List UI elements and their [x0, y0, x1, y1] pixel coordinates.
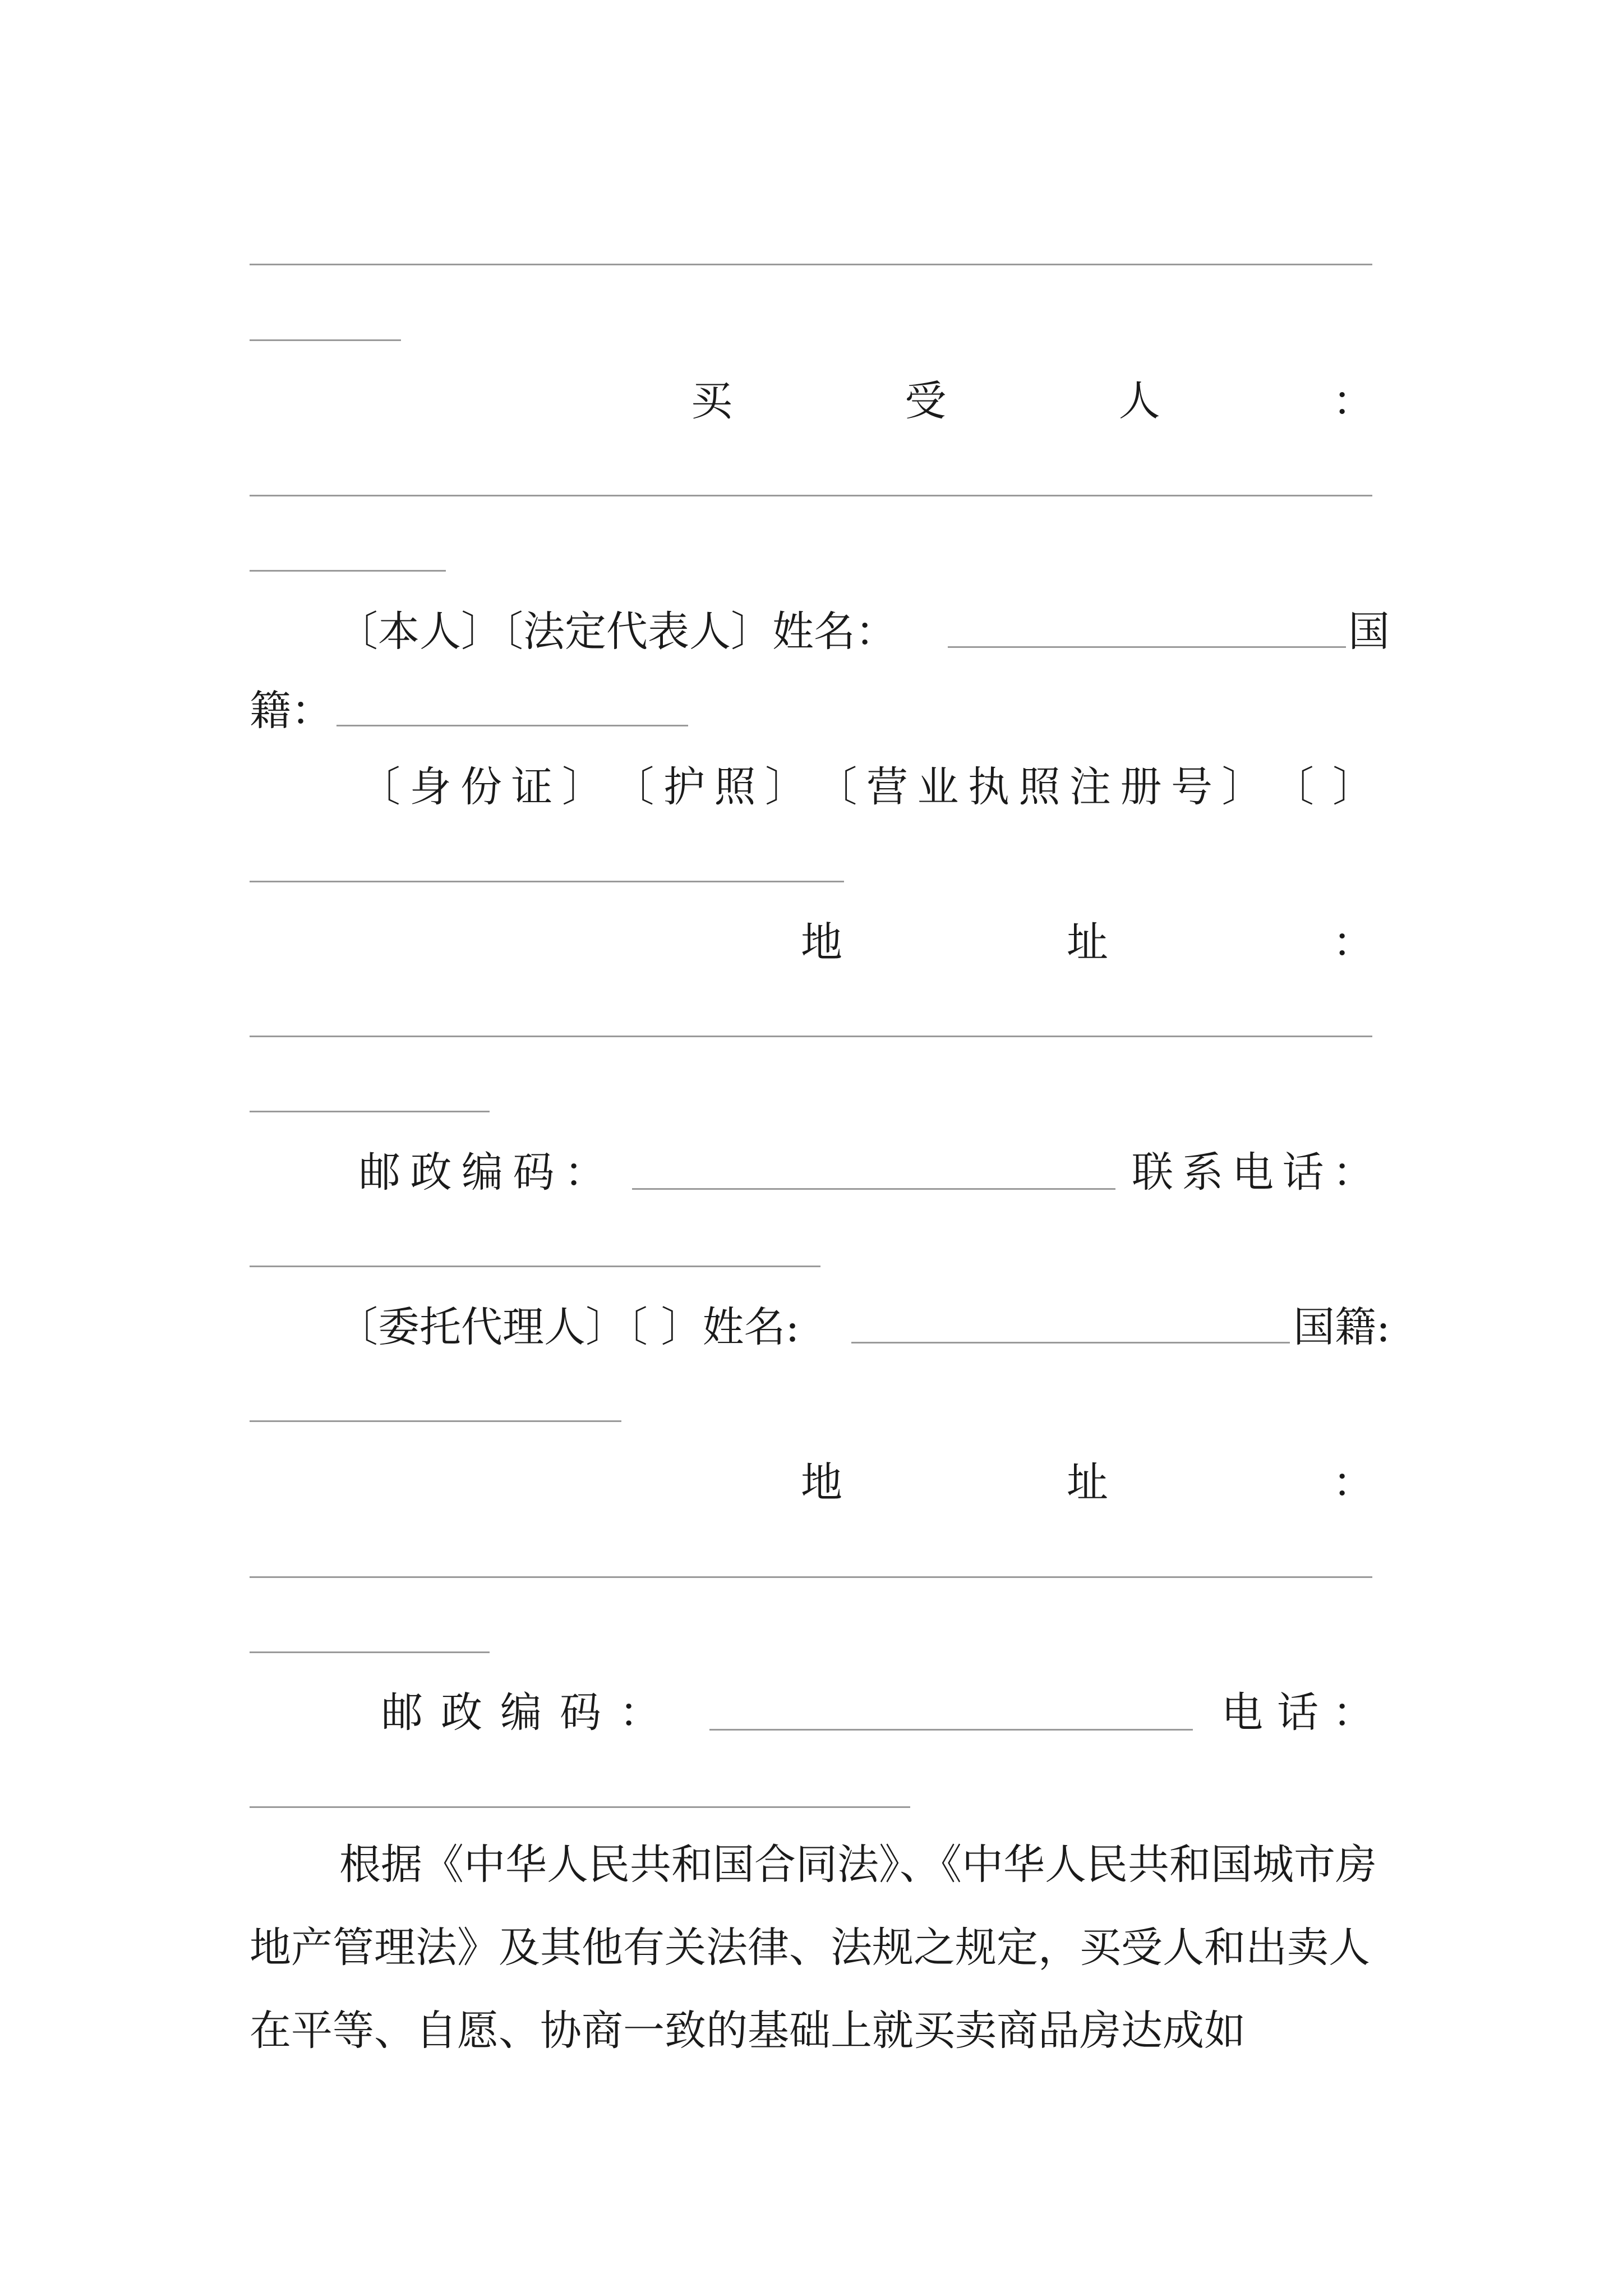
phone-char: ： [1332, 1688, 1374, 1737]
buyer-postal-label [359, 1144, 606, 1200]
postal-char: 编 [462, 1148, 503, 1197]
buyer-heading-char: 受 [905, 377, 947, 425]
buyer-nationality-label: 籍： [250, 687, 333, 735]
id-char: 〔 [815, 763, 857, 811]
phone-char: 话 [1282, 1148, 1324, 1197]
buyer-heading-char: 买 [691, 377, 732, 425]
id-char: 〕 [765, 763, 806, 811]
address-char: 址 [1067, 918, 1108, 967]
blank-line [250, 264, 1372, 265]
id-char: 号 [1171, 763, 1212, 811]
agent-name-label: 〔委托代理人〕〔 〕姓名: [336, 1303, 800, 1351]
buyer-heading [691, 373, 1374, 429]
body-paragraph-text: 根据《中华人民共和国合同法》、《中华人民共和国城市房地产管理法》及其他有关法律、法规之规定，买受人和出卖人在平等、自愿、协商一致的基础上就买卖商品房达成如 [250, 1841, 1377, 2055]
buyer-id-label [359, 759, 1374, 815]
buyer-name-next: 国 [1348, 608, 1390, 656]
postal-char: 政 [441, 1688, 482, 1737]
phone-char: 电 [1232, 1148, 1274, 1197]
id-char: 〕 [1221, 763, 1264, 811]
blank-line [250, 339, 401, 341]
address-char: ： [1332, 918, 1374, 967]
id-char: 〕 [562, 763, 603, 811]
postal-char: 码 [560, 1688, 601, 1737]
postal-char: 政 [410, 1148, 452, 1197]
phone-char: 电 [1221, 1688, 1263, 1737]
id-char: 证 [511, 763, 553, 811]
id-char: 照 [1018, 763, 1061, 811]
phone-char: 系 [1182, 1148, 1224, 1197]
id-char: 注 [1069, 763, 1111, 811]
id-char: 〔 [359, 763, 400, 811]
agent-postal-label [381, 1685, 661, 1741]
id-char: 照 [714, 763, 756, 811]
agent-address-field[interactable] [250, 1576, 1372, 1578]
body-paragraph [250, 1823, 1389, 2072]
address-char: 址 [1067, 1458, 1108, 1507]
id-char: 〔 [612, 763, 654, 811]
agent-nationality-field[interactable] [250, 1420, 621, 1422]
agent-address-label [801, 1455, 1374, 1511]
buyer-address-label [801, 914, 1374, 970]
buyer-id-field[interactable] [250, 881, 844, 882]
buyer-heading-char: 人 [1118, 377, 1160, 425]
id-char: 护 [663, 763, 705, 811]
id-char: 〔 [1272, 763, 1314, 811]
blank-line [250, 570, 446, 572]
buyer-address-field-cont[interactable] [250, 1111, 490, 1112]
id-char: 身 [409, 763, 451, 811]
id-char: 业 [917, 763, 959, 811]
buyer-phone-label [1132, 1144, 1374, 1200]
id-char: 册 [1120, 763, 1162, 811]
postal-char: ： [564, 1148, 606, 1197]
phone-char: 话 [1277, 1688, 1318, 1737]
buyer-address-field[interactable] [250, 1036, 1372, 1037]
buyer-phone-field[interactable] [250, 1266, 820, 1267]
agent-phone-field[interactable] [250, 1806, 910, 1808]
buyer-name-field[interactable] [948, 646, 1346, 648]
agent-nationality-label: 国籍: [1293, 1303, 1390, 1351]
id-char: 份 [460, 763, 502, 811]
phone-char: 联 [1132, 1148, 1173, 1197]
id-char: 执 [968, 763, 1009, 811]
buyer-postal-field[interactable] [632, 1188, 1115, 1190]
buyer-nationality-field[interactable] [336, 725, 688, 726]
agent-address-field-cont[interactable] [250, 1651, 490, 1653]
postal-char: ： [619, 1688, 661, 1737]
buyer-name-label: 〔本人〕〔法定代表人〕姓名： [336, 608, 897, 656]
id-char: 〕 [1332, 763, 1374, 811]
phone-char: ： [1332, 1148, 1374, 1197]
address-char: 地 [801, 918, 842, 967]
postal-char: 邮 [381, 1688, 423, 1737]
id-char: 营 [866, 763, 908, 811]
agent-phone-label [1221, 1685, 1374, 1741]
postal-char: 编 [500, 1688, 542, 1737]
address-char: ： [1332, 1458, 1374, 1507]
agent-name-field[interactable] [851, 1342, 1290, 1343]
buyer-heading-char: ： [1332, 377, 1374, 425]
postal-char: 邮 [359, 1148, 400, 1197]
blank-line [250, 495, 1372, 496]
address-char: 地 [801, 1458, 842, 1507]
postal-char: 码 [513, 1148, 555, 1197]
agent-postal-field[interactable] [709, 1729, 1193, 1731]
